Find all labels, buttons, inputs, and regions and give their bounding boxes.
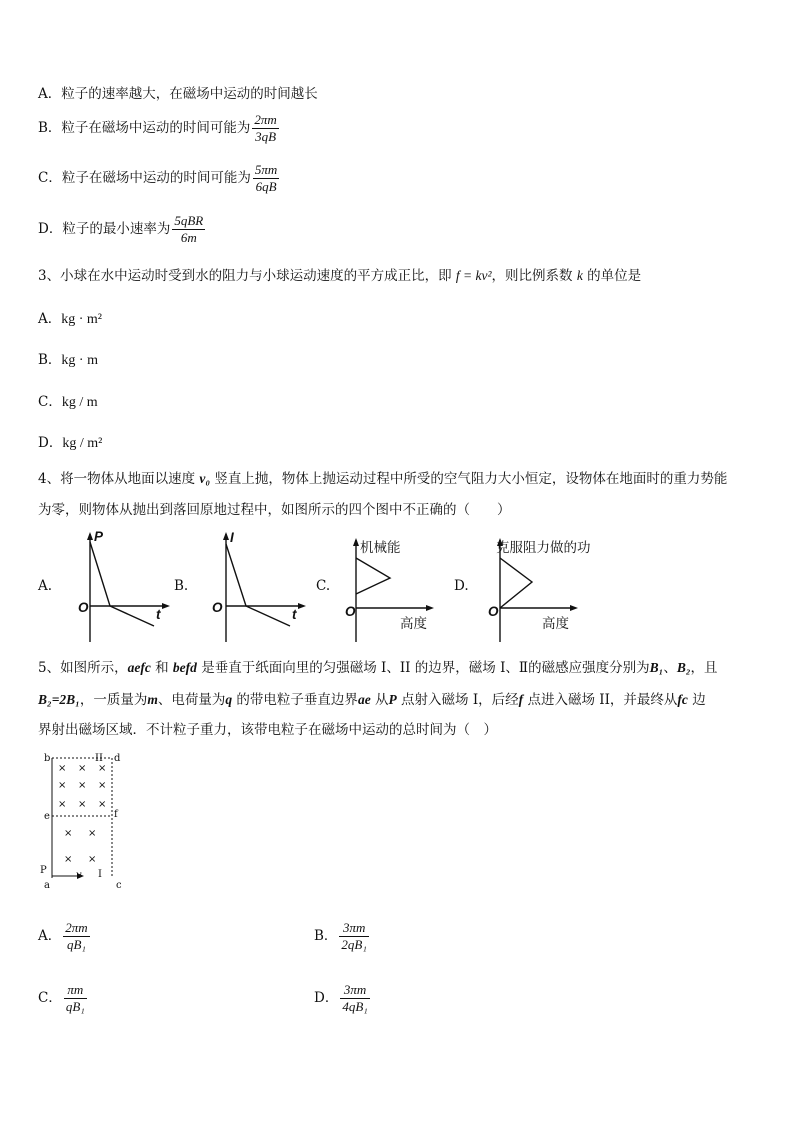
q5-a-label: A．	[38, 928, 62, 944]
q3-stem-c: 的单位是	[587, 268, 642, 284]
q4-graph-d-xlabel: 高度	[542, 616, 569, 631]
q4-stem-line2: 为零，则物体从抛出到落回原地过程中，如图所示的四个图中不正确的（ ）	[38, 502, 511, 518]
q5-fig-i: I	[98, 869, 102, 880]
q4-line1-a: 4、将一物体从地面以速度	[38, 471, 196, 487]
q2-b-num: 2πm	[254, 112, 277, 127]
svg-text:×: ×	[78, 780, 87, 791]
q5-stem-line2	[38, 688, 706, 708]
q5-aefc: aefc	[127, 660, 151, 675]
q5-p: P	[388, 692, 397, 707]
q2-c-num: 5πm	[254, 162, 278, 177]
q2-b-den: 3qB	[255, 129, 277, 144]
q5-l1-a: 5、如图所示，	[38, 660, 128, 676]
q5-q: q	[225, 692, 233, 707]
q5-option-a	[38, 920, 90, 953]
q3-option-c	[38, 390, 98, 411]
q2-c-den: 6qB	[255, 179, 277, 194]
q5-fig-b: b	[44, 753, 51, 764]
svg-text:×: ×	[58, 780, 67, 791]
q4-option-b-label: B.	[174, 578, 189, 594]
q5-d-den: 4qB₁	[342, 999, 368, 1014]
q5-f: f	[518, 692, 524, 707]
svg-text:×: ×	[64, 828, 73, 839]
q5-l2-g: 边	[687, 692, 706, 708]
q5-a-num: 2πm	[65, 920, 88, 935]
q4-graph-b	[210, 530, 310, 646]
q2-d-den: 6m	[180, 230, 197, 245]
q2-option-d-text: D．粒子的最小速率为	[38, 221, 171, 237]
q3-b-unit: kg · m	[61, 353, 98, 368]
q4-graph-a	[74, 530, 174, 646]
svg-text:×: ×	[98, 763, 107, 774]
q3-option-d	[38, 431, 102, 452]
q3-formula: f = kv²	[455, 268, 492, 283]
q4-graph-c-xlabel: 高度	[400, 616, 427, 631]
q2-option-d	[38, 213, 205, 246]
q5-l1-c: ，且	[690, 660, 718, 676]
svg-text:×: ×	[88, 854, 97, 865]
q5-d-num: 3πm	[340, 982, 369, 999]
q3-stem	[38, 264, 641, 284]
q2-option-c-fraction	[253, 162, 279, 195]
q5-l2-a: ，一质量为	[79, 692, 148, 708]
q5-ae: ae	[357, 692, 371, 707]
q2-option-c	[38, 162, 279, 195]
q5-l2-e: 点射入磁场 I，后经	[396, 692, 519, 708]
q4-stem-line1	[38, 467, 727, 487]
q5-option-b	[314, 920, 369, 953]
q5-fig-p: P	[40, 865, 47, 876]
q5-l2-d: 从	[370, 692, 389, 708]
q3-c-label: C．	[38, 394, 62, 410]
q3-k: k	[576, 268, 583, 283]
svg-text:×: ×	[98, 780, 107, 791]
q3-option-b	[38, 348, 98, 369]
q5-a-den: qB₁	[66, 937, 86, 952]
q2-option-d-fraction	[172, 213, 205, 246]
q4-graph-d-origin: O	[488, 604, 499, 619]
q4-graph-a-xlabel: t	[156, 607, 161, 622]
q5-l2-c: 的带电粒子垂直边界	[232, 692, 358, 708]
q3-a-label: A．	[38, 311, 62, 327]
q4-graph-c-origin: O	[345, 604, 356, 619]
q3-stem-b: ，则比例系数	[491, 268, 573, 284]
q5-c-num: πm	[64, 982, 87, 999]
svg-text:×: ×	[78, 799, 87, 810]
q2-option-b-text: B．粒子在磁场中运动的时间可能为	[38, 120, 251, 136]
q4-graph-b-ylabel: I	[230, 530, 234, 545]
svg-text:×: ×	[64, 854, 73, 865]
q5-c-fraction	[64, 982, 87, 1015]
q3-b-label: B．	[38, 352, 62, 368]
q5-comma: 、	[663, 660, 677, 676]
q5-fig-ii: II	[95, 753, 103, 764]
q4-graph-a-ylabel: P	[94, 529, 104, 544]
q5-fig-c: c	[116, 880, 122, 891]
q3-stem-a: 3、小球在水中运动时受到水的阻力与小球运动速度的平方成正比，即	[38, 268, 452, 284]
q5-b1: B₁	[649, 660, 664, 675]
q3-d-label: D．	[38, 435, 63, 451]
q4-v0: v₀	[199, 471, 211, 486]
q5-d-fraction	[340, 982, 369, 1015]
svg-text:×: ×	[58, 799, 67, 810]
q5-fig-f: f	[114, 809, 118, 820]
q3-d-unit: kg / m²	[62, 436, 103, 451]
q5-b-fraction	[339, 920, 368, 953]
q3-option-a	[38, 307, 102, 328]
q2-option-b-fraction	[252, 112, 278, 145]
q2-d-num: 5qBR	[174, 213, 204, 228]
svg-text:×: ×	[98, 799, 107, 810]
q4-option-d-label: D.	[454, 578, 469, 594]
q5-b-num: 3πm	[339, 920, 368, 937]
q4-graph-d-ylabel: 克服阻力做的功	[496, 540, 591, 555]
q5-fig-d: d	[114, 753, 121, 764]
q5-option-d	[314, 982, 370, 1015]
q5-fig-e: e	[44, 811, 50, 822]
q5-stem-line1	[38, 656, 718, 676]
q5-l1-b: 是垂直于纸面向里的匀强磁场 I、II 的边界，磁场 I、Ⅱ的磁感应强度分别为	[196, 660, 650, 676]
svg-text:×: ×	[58, 763, 67, 774]
q3-a-unit: kg · m²	[61, 312, 102, 327]
q4-option-c-label: C.	[316, 578, 331, 594]
q4-graph-b-xlabel: t	[292, 607, 297, 622]
q5-befd: befd	[172, 660, 197, 675]
q4-graph-c-ylabel: 机械能	[360, 540, 401, 555]
q5-fig-v: v	[76, 870, 82, 881]
svg-text:×: ×	[78, 763, 87, 774]
q5-stem-line3: 界射出磁场区域．不计粒子重力，该带电粒子在磁场中运动的总时间为（ ）	[38, 722, 497, 738]
q2-option-b	[38, 112, 279, 145]
svg-text:×: ×	[88, 828, 97, 839]
q5-b2-eq: B₂=2B₁	[38, 692, 80, 707]
q5-d-label: D．	[314, 990, 339, 1006]
q4-option-a-label: A.	[38, 578, 53, 594]
q5-a-fraction	[63, 920, 89, 953]
q5-b-label: B．	[314, 928, 338, 944]
q4-graph-a-origin: O	[78, 600, 89, 615]
q4-line1-b: 竖直上抛，物体上抛运动过程中所受的空气阻力大小恒定，设物体在地面时的重力势能	[214, 471, 728, 487]
q5-m: m	[147, 692, 158, 707]
q2-option-c-text: C．粒子在磁场中运动的时间可能为	[38, 170, 251, 186]
q5-b2: B₂	[676, 660, 691, 675]
q5-b-den: 2qB₁	[341, 937, 367, 952]
q5-magnetic-field-figure	[40, 752, 140, 892]
q5-c-label: C．	[38, 990, 62, 1006]
q5-l2-b: 、电荷量为	[157, 692, 226, 708]
q5-fig-a: a	[44, 880, 50, 891]
q5-option-c	[38, 982, 87, 1015]
q5-l2-f: 点进入磁场 II，并最终从	[523, 692, 678, 708]
q4-graph-b-origin: O	[212, 600, 223, 615]
q5-fc: fc	[677, 692, 688, 707]
q2-option-a: A．粒子的速率越大，在磁场中运动的时间越长	[38, 86, 318, 102]
q3-c-unit: kg / m	[61, 395, 98, 410]
q5-c-den: qB₁	[65, 999, 85, 1014]
q5-l1-and: 和	[150, 660, 173, 676]
